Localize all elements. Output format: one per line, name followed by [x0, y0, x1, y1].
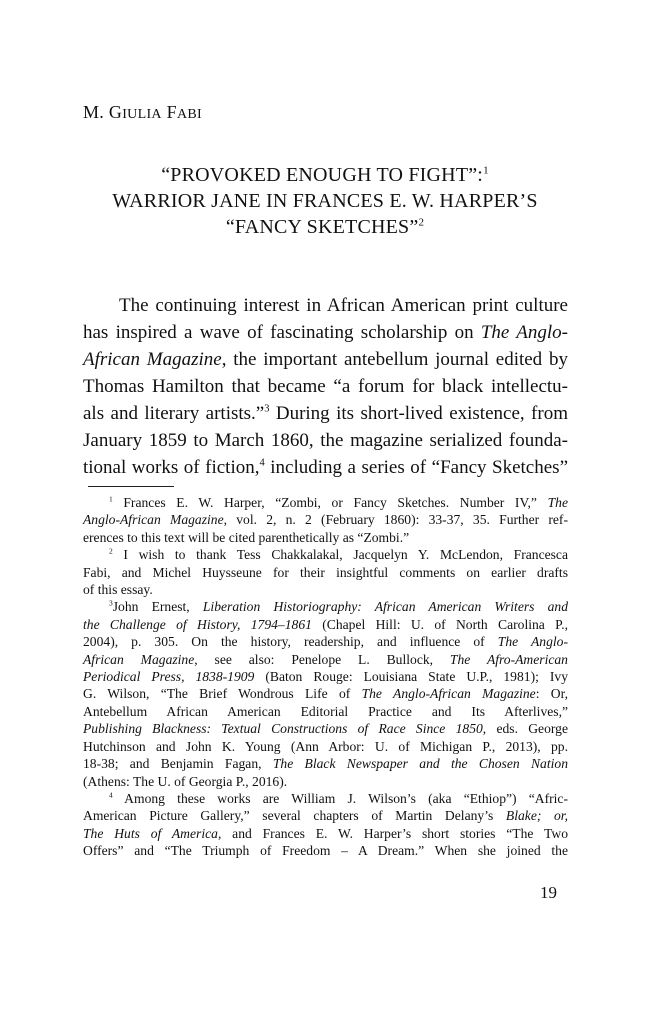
footnote-1: $^1$ Frances E. W. Harper, “Zombi, or Fancy Sketches. Number IV,” The [109, 494, 568, 510]
author-initial: M. G [83, 102, 123, 122]
body-line: Thomas Hamilton that became “a forum for black intellectu- [83, 376, 568, 397]
footnote-line: 2004), p. 305. On the history, readership, and influence of The Anglo- [83, 634, 568, 650]
author-name-smallcaps: IULIA [122, 107, 162, 122]
footnote-line: The Huts of America, and Frances E. W. Harper’s short stories “The Two [83, 825, 568, 841]
body-line: tional works of fiction,$^4$ including a series of “Fancy Sketches” [83, 457, 568, 478]
title-line-2: WARRIOR JANE IN FRANCES E. W. HARPER’S [112, 190, 538, 212]
author-surname-initial: F [166, 102, 177, 122]
footnote-2: $^2$ I wish to thank Tess Chakkalakal, Jacquelyn Y. McLendon, Francesca [109, 546, 568, 563]
footnote-line: G. Wilson, “The Brief Wondrous Life of The Anglo-African Magazine: Or, [83, 686, 568, 702]
body-line: als and literary artists.”$^3$ During its short-lived existence, from [83, 403, 568, 424]
footnote-separator [88, 486, 174, 487]
footnote-line: Anglo-African Magazine, vol. 2, n. 2 (February 1860): 33-37, 35. Further ref- [83, 512, 568, 528]
footnote-line: Hutchinson and John K. Young (Ann Arbor: U. of Michigan P., 2013), pp. [83, 738, 568, 754]
footnote-line: Periodical Press, 1838-1909 (Baton Rouge: Louisiana State U.P., 1981); Ivy [83, 669, 568, 685]
body-line: has inspired a wave of fascinating scholarship on The Anglo- [83, 322, 568, 343]
footnote-ref-1: 1 [483, 164, 489, 177]
article-title [83, 162, 567, 240]
body-line: The continuing interest in African American print culture [119, 295, 568, 316]
title-line-3: “FANCY SKETCHES”$^2$ [225, 216, 425, 238]
footnote-line: 18-38; and Benjamin Fagan, The Black Newspaper and the Chosen Nation [83, 756, 568, 772]
footnote-4: $^4$ Among these works are William J. Wilson’s (aka “Ethiop”) “Afric- [109, 790, 568, 806]
running-head-author [83, 102, 202, 123]
footnote-line: African Magazine, see also: Penelope L. Bullock, The Afro-American [83, 651, 568, 667]
footnote-line: Publishing Blackness: Textual Constructions of Race Since 1850, eds. George [83, 721, 568, 737]
footnote-ref-3: 3 [264, 403, 270, 415]
footnote-3: $^3$John Ernest, Liberation Historiography: African American Writers and [109, 598, 568, 615]
footnote-ref-4: 4 [259, 457, 265, 469]
title-line-1: “PROVOKED ENOUGH TO FIGHT”:$^1$ [161, 164, 489, 186]
footnotes [83, 494, 568, 860]
footnote-line: erences to this text will be cited parenthetically as “Zombi.” [83, 529, 410, 545]
footnote-line: of this essay. [83, 582, 153, 598]
page-number: 19 [540, 883, 557, 902]
footnote-line: Antebellum African American Editorial Practice and Its Afterlives,” [83, 703, 568, 719]
footnote-line: Fabi, and Michel Huysseune for their insightful comments on earlier drafts [83, 564, 568, 580]
body-line: January 1859 to March 1860, the magazine serialized founda- [83, 430, 568, 451]
body-paragraph [83, 292, 568, 481]
footnote-line: Offers” and “The Triumph of Freedom – A Dream.” When she joined the [83, 843, 568, 859]
footnote-line: American Picture Gallery,” several chapters of Martin Delany’s Blake; or, [83, 808, 568, 824]
body-line: African Magazine, the important antebellum journal edited by [83, 349, 568, 370]
author-surname-smallcaps: ABI [176, 107, 202, 122]
footnote-ref-2: 2 [418, 216, 425, 229]
footnote-line: (Athens: The U. of Georgia P., 2016). [83, 773, 288, 789]
footnote-line: the Challenge of History, 1794–1861 (Chapel Hill: U. of North Carolina P., [83, 616, 568, 632]
